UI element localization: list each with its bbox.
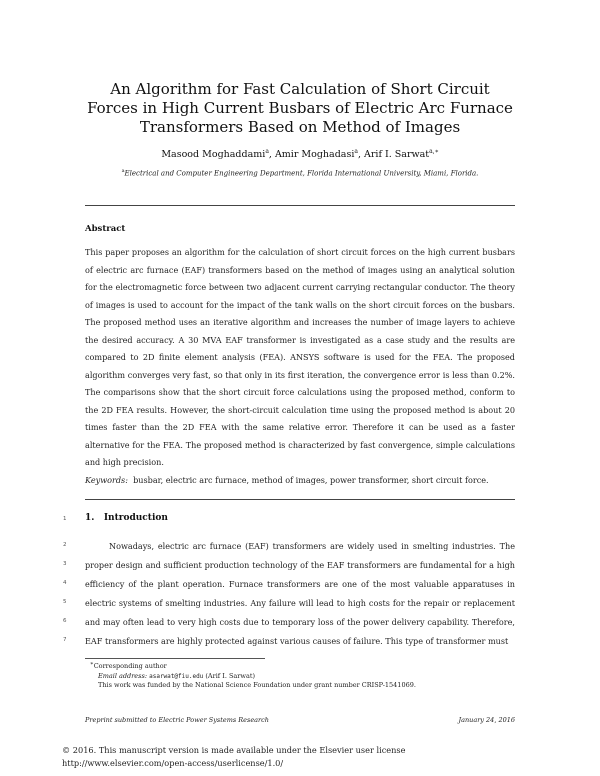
- submission-date: January 24, 2016: [458, 716, 515, 724]
- line-number: 3: [63, 561, 67, 567]
- line-number: 5: [63, 599, 67, 605]
- license-notice: [62, 744, 405, 769]
- email-owner: (Arif I. Sarwat): [205, 671, 255, 680]
- license-text: © 2016. This manuscript version is made available under the Elsevier user license: [62, 745, 406, 755]
- affiliation-text: Electrical and Computer Engineering Department, Florida International University, Miami, Florida.: [124, 169, 479, 178]
- footnote-rule: [85, 658, 265, 659]
- intro-paragraph: Nowadays, electric arc furnace (EAF) transformers are widely used in smelting industries. The proper design and sufficient production technology of the EAF transformers are fundamental for a high efficiency of the plant operation. Furnace transformers are one of the most valuable apparatuses in electric systems of smelting industries. Any failure will lead to high costs for the repair or replacement and may often lead to very high costs due to temporary loss of the power delivery capability. Therefore, EAF transformers are highly protected against various causes of failure. This type of transformer must: [85, 541, 515, 646]
- introduction-body: [85, 537, 515, 651]
- author-name: Masood Moghaddami: [161, 149, 266, 161]
- email-address[interactable]: asarwat@fiu.edu: [149, 672, 204, 680]
- section-heading: [85, 513, 168, 523]
- footnote-corresponding: [90, 660, 416, 672]
- author-affiliation-mark: a: [354, 148, 358, 155]
- line-number: 7: [63, 637, 67, 643]
- line-number: 6: [63, 618, 67, 624]
- author-name: Arif I. Sarwat: [364, 149, 430, 161]
- preprint-note: Preprint submitted to Electric Power Systems Research: [85, 716, 269, 724]
- footnote-email: [90, 672, 416, 682]
- author-affiliation-mark: a,∗: [429, 148, 439, 155]
- line-number: 2: [63, 542, 67, 548]
- abstract-text: This paper proposes an algorithm for the calculation of short circuit forces on the high current busbars of electric arc furnace (EAF) transformers based on the method of images using an analytical solution for the electromagnetic force between two adjacent current carrying rectangular conductor. The theory of images is used to account for the impact of the tank walls on the short circuit forces on the busbars. The proposed method uses an iterative algorithm and increases the number of image layers to achieve the desired accuracy. A 30 MVA EAF transformer is investigated as a case study and the results are compared to 2D finite element analysis (FEA). ANSYS software is used for the FEA. The proposed algorithm converges very fast, so that only in its first iteration, the convergence error is less than 0.2%. The comparisons show that the short circuit force calculations using the proposed method, conform to the 2D FEA results. However, the short-circuit calculation time using the proposed method is about 20 times faster than the 2D FEA with the same relative error. Therefore it can be used as a faster alternative for the FEA. The proposed method is characterized by fast convergence, simple calculations and high precision.: [85, 247, 515, 467]
- author-list: Masood Moghaddami$^a$, Amir Moghadasi$^a$, Arif I. Sarwat$^{a,∗}$: [161, 148, 439, 161]
- footnote-funding: This work was funded by the National Science Foundation under grant number CRISP-1541069.: [98, 681, 416, 690]
- line-number: 4: [63, 580, 67, 586]
- section-number: 1.: [85, 513, 95, 523]
- keywords-label: Keywords:: [85, 474, 128, 485]
- abstract-block: [85, 244, 515, 489]
- abstract-bottom-rule: [85, 499, 515, 500]
- section-title: Introduction: [103, 513, 168, 523]
- license-link[interactable]: http://www.elsevier.com/open-access/userlicense/1.0/: [62, 757, 284, 768]
- footnotes: [90, 660, 416, 691]
- affiliation: [0, 168, 600, 177]
- paper-title: An Algorithm for Fast Calculation of Short Circuit Forces in High Current Busbars of Electric Arc Furnace Transformers Based on Method of Images: [87, 80, 513, 136]
- corresponding-text: Corresponding author: [93, 662, 167, 671]
- author-name: Amir Moghadasi: [274, 149, 355, 161]
- abstract-heading: Abstract: [85, 224, 126, 234]
- footnote-mark: ∗: [90, 661, 94, 667]
- keywords-text: busbar, electric arc furnace, method of images, power transformer, short circuit force.: [133, 474, 489, 485]
- affiliation-mark: a: [121, 168, 125, 174]
- keywords-line: [85, 472, 515, 490]
- author-affiliation-mark: a: [265, 148, 269, 155]
- email-label: Email address:: [98, 671, 148, 680]
- line-number: 1: [63, 516, 67, 522]
- abstract-top-rule: [85, 205, 515, 206]
